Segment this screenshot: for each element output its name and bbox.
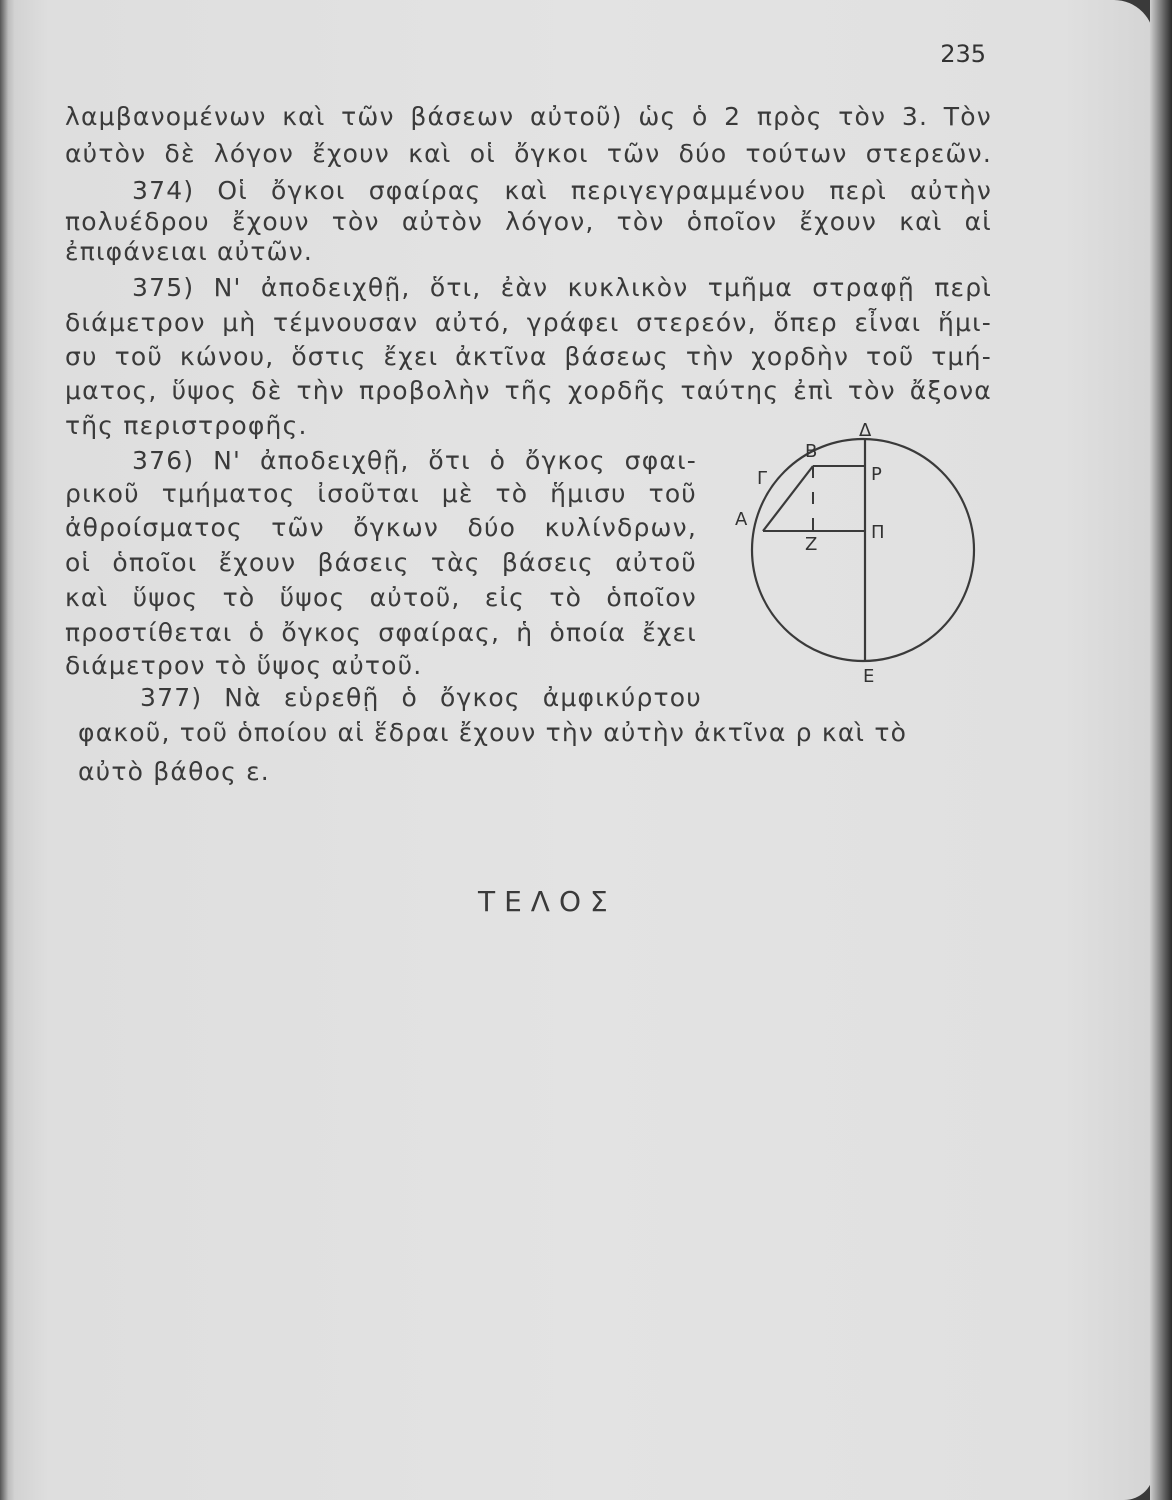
text-line: ἀθροίσματος τῶν ὄγκων δύο κυλίνδρων,: [65, 513, 697, 542]
closing-word: ΤΕΛΟΣ: [478, 885, 617, 918]
text-line: ρικοῦ τμήματος ἰσοῦται μὲ τὸ ἥμισυ τοῦ: [65, 479, 697, 508]
text-line: 375) Ν' ἀποδειχθῇ, ὅτι, ἐὰν κυκλικὸν τμῆμα στραφῇ περὶ: [132, 273, 992, 302]
text-line: 377) Νὰ εὑρεθῇ ὁ ὄγκος ἀμφικύρτου: [140, 683, 702, 712]
text-line: φακοῦ, τοῦ ὁποίου αἱ ἕδραι ἔχουν τὴν αὐτὴν ἀκτῖνα ρ καὶ τὸ: [78, 718, 908, 747]
text-line: αὐτὸ βάθος ε.: [78, 757, 270, 786]
text-line: αὐτὸν δὲ λόγον ἔχουν καὶ οἱ ὄγκοι τῶν δύο τούτων στερεῶν.: [65, 139, 992, 168]
text-line: οἱ ὁποῖοι ἔχουν βάσεις τὰς βάσεις αὐτοῦ: [65, 548, 697, 577]
label-alpha: Α: [735, 509, 748, 530]
text-line: καὶ ὕψος τὸ ὕψος αὐτοῦ, εἰς τὸ ὁποῖον: [65, 583, 697, 612]
text-line: πολυέδρου ἔχουν τὸν αὐτὸν λόγον, τὸν ὁποῖον ἔχουν καὶ αἱ: [65, 207, 992, 236]
label-epsilon: Ε: [863, 666, 875, 687]
text-line: τῆς περιστροφῆς.: [65, 411, 308, 440]
text-line: ματος, ὕψος δὲ τὴν προβολὴν τῆς χορδῆς ταύτης ἐπὶ τὸν ἄξονα: [65, 376, 992, 405]
text-line: 374) Οἱ ὄγκοι σφαίρας καὶ περιγεγραμμένου περὶ αὐτὴν: [132, 176, 992, 205]
label-delta: Δ: [859, 422, 872, 441]
page-number: 235: [940, 40, 986, 68]
text-line: διάμετρον μὴ τέμνουσαν αὐτό, γράφει στερεόν, ὅπερ εἶναι ἥμι-: [65, 308, 992, 337]
book-spine: [0, 0, 14, 1500]
slant-line: [763, 466, 813, 531]
label-gamma: Γ: [757, 468, 768, 489]
label-rho: Ρ: [871, 464, 882, 485]
label-pi: Π: [871, 522, 885, 543]
text-line: προστίθεται ὁ ὄγκος σφαίρας, ἡ ὁποία ἔχει: [65, 618, 697, 647]
label-beta: Β: [805, 441, 818, 462]
text-line: λαμβανομένων καὶ τῶν βάσεων αὐτοῦ) ὡς ὁ 2 πρὸς τὸν 3. Τὸν: [65, 102, 992, 131]
text-line: συ τοῦ κώνου, ὅστις ἔχει ἀκτῖνα βάσεως τὴν χορδὴν τοῦ τμή-: [65, 342, 992, 371]
spherical-segment-figure: [725, 422, 995, 692]
text-line: διάμετρον τὸ ὕψος αὐτοῦ.: [65, 651, 423, 680]
text-line: ἐπιφάνειαι αὐτῶν.: [65, 237, 314, 266]
text-line: 376) Ν' ἀποδειχθῇ, ὅτι ὁ ὄγκος σφαι-: [132, 446, 697, 475]
page-edge-shadow: [1150, 0, 1172, 1500]
circle: [752, 439, 974, 661]
label-zeta: Ζ: [805, 534, 818, 555]
